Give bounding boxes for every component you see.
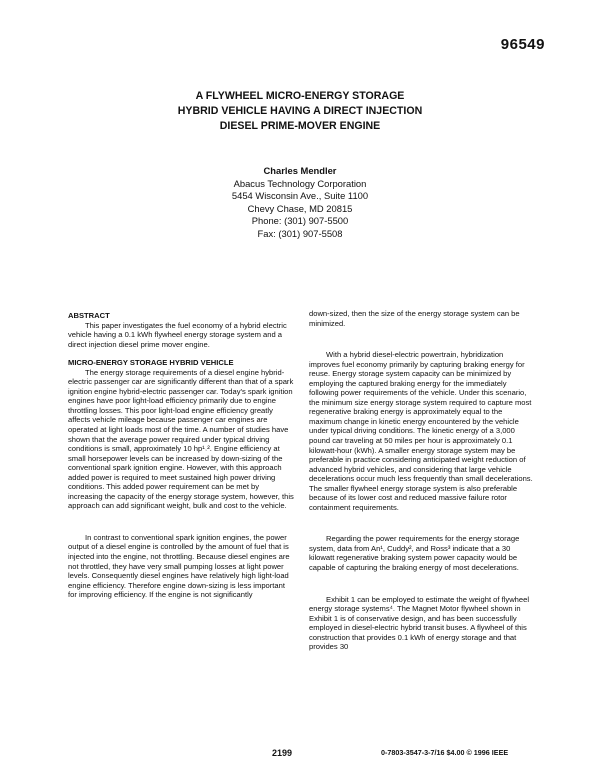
right-column <box>309 309 535 652</box>
city-line: Chevy Chase, MD 20815 <box>247 202 353 214</box>
right-paragraph-1: With a hybrid diesel-electric powertrain, hybridization improves fuel economy primarily by capturing braking energy for reuse. Energy storage system capacity can be minimized by employing the captured braking energy for the immediately following power requirements of the vehicle. Under this scenario, the minimum size energy storage system required to capture most regenerative braking energy is approximately equal to the maximum change in kinetic energy encountered by the vehicle under typical driving conditions. The kinetic energy of a 3,000 pound car traveling at 50 miles per hour is approximately 0.1 kilowatt-hour (kWh). A smaller energy storage system may be preferable in practice considering anticipated weight reduction of advanced hybrid vehicles, and considering that large vehicle decelerations occur much less frequently than small decelerations. The smaller flywheel energy storage system is also preferable because of its lower cost and reduced massive failure rotor containment requirements. <box>309 350 533 512</box>
section-paragraph-1: The energy storage requirements of a diesel engine hybrid-electric passenger car are significantly different than that of a spark ignition engine hybrid-electric passenger car. Today's spark ignition engines have poor light-load efficiency primarily due to engine throttling losses. This poor light-load engine efficiency greatly affects vehicle mileage because passenger car engines are operated at light loads most of the time. A number of studies have shown that the average power required under typical driving conditions is small, approximately 10 hp¹˒². Engine efficiency at small horsepower levels can be increased by down-sizing of the conventional spark ignition engine. However, with this approach added power is required to meet sustained high power driving conditions. This added power requirement can be met by increasing the capacity of the energy storage system, however, this approach can add significant weight, bulk and cost to the vehicle. <box>68 367 294 511</box>
right-paragraph-2: Regarding the power requirements for the energy storage system, data from An¹, Cuddy², and Ross³ indicate that a 30 kilowatt regenerative braking system power capacity would be capable of capturing the braking energy of most decelerations. <box>309 534 520 573</box>
left-column <box>68 311 295 600</box>
right-paragraph-3: Exhibit 1 can be employed to estimate the weight of flywheel energy storage systems⁴. The Magnet Motor flywheel shown in Exhibit 1 is of conservative design, and has been successfully employed in diesel-electric hybrid transit buses. A flywheel of this construction that provides 0.1 kWh of energy storage and that provides 30 <box>309 594 530 652</box>
title-line-3: DIESEL PRIME-MOVER ENGINE <box>219 120 381 132</box>
document-number: 96549 <box>500 36 545 53</box>
author-name: Charles Mendler <box>263 165 337 176</box>
affiliation-line: Abacus Technology Corporation <box>233 177 367 189</box>
section-paragraph-2: In contrast to conventional spark ignition engines, the power output of a diesel engine is controlled by the amount of fuel that is injected into the engine, not throttling. Because diesel engines are not throttled, they have very small pumping losses at light power levels. Consequently diesel engines have relatively high light-load engine efficiency. Therefore engine down-sizing is less important for improving efficiency. If the engine is not significantly <box>68 532 290 600</box>
page-number: 2199 <box>272 748 293 758</box>
title-line-1: A FLYWHEEL MICRO-ENERGY STORAGE <box>195 90 405 102</box>
right-paragraph-0: down-sized, then the size of the energy storage system can be minimized. <box>309 309 520 328</box>
publication-reference: 0-7803-3547-3-7/16 $4.00 © 1996 IEEE <box>381 748 509 757</box>
fax-line: Fax: (301) 907-5508 <box>257 227 343 239</box>
abstract-text: This paper investigates the fuel economy of a hybrid electric vehicle having a 0.1 kWh flywheel energy storage system and a direct injection diesel prime mover engine. <box>68 320 287 349</box>
paper-title <box>0 89 600 134</box>
phone-line: Phone: (301) 907-5500 <box>251 215 349 227</box>
address-line: 5454 Wisconsin Ave., Suite 1100 <box>231 190 369 202</box>
author-block <box>0 165 600 241</box>
title-line-2: HYBRID VEHICLE HAVING A DIRECT INJECTION <box>177 105 423 117</box>
abstract-heading: ABSTRACT <box>68 311 110 320</box>
section-heading: MICRO-ENERGY STORAGE HYBRID VEHICLE <box>68 358 234 368</box>
